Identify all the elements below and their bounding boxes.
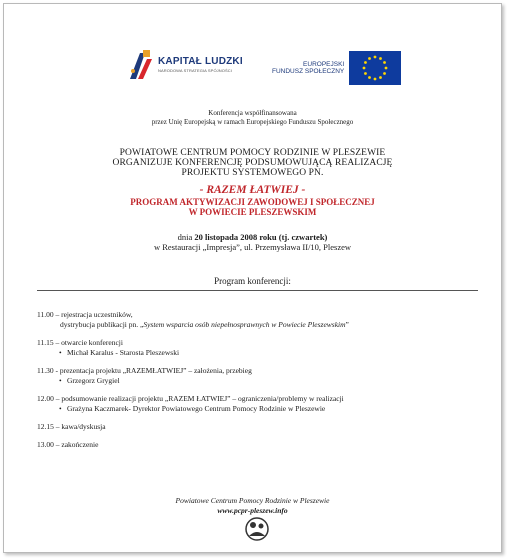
publication-suffix: ” [345, 320, 349, 329]
footer-website-link[interactable]: www.pcpr-pleszew.info [217, 506, 288, 515]
program-title-line2: W POWIECIE PLESZEWSKIM [188, 207, 317, 217]
agenda-item-text: 11.30 - prezentacja projektu „RAZEMŁATWIEJ” – założenia, przebieg [37, 366, 252, 375]
eu-star-icon [379, 76, 382, 79]
agenda-speaker: • Michał Karalus - Starosta Pleszewski [37, 348, 477, 358]
organizer-line2: ORGANIZUJE KONFERENCJĘ PODSUMOWUJĄCĄ REALIZACJĘ [112, 158, 393, 168]
project-slogan: - RAZEM ŁATWIEJ - [199, 184, 306, 196]
heading-divider [37, 290, 478, 291]
publication-title: System wsparcia osób niepełnosprawnych w Powiecie Pleszewskim [143, 320, 346, 329]
eu-star-icon [363, 67, 366, 70]
efs-logo [272, 51, 401, 85]
program-heading: Program konferencji: [214, 276, 291, 286]
pcpr-logo-icon [244, 516, 270, 542]
agenda-item-coffee [37, 422, 477, 432]
agenda-speaker: • Grażyna Kaczmarek- Dyrektor Powiatowego Centrum Pomocy Rodzinie w Pleszewie [37, 404, 477, 414]
agenda-item-registration [37, 310, 477, 330]
efs-line2: FUNDUSZ SPOŁECZNY [272, 68, 345, 75]
agenda-item-subtext [37, 320, 477, 330]
program-title-line1: PROGRAM AKTYWIZACJI ZAWODOWEJ I SPOŁECZNEJ [130, 197, 375, 207]
agenda-item-text: 12.00 – podsumowanie realizacji projektu „RAZEM ŁATWIEJ” – ograniczenia/problemy w realizacji [37, 394, 344, 403]
agenda-item-text: 11.15 – otwarcie konferencji [37, 338, 123, 347]
eu-star-icon [374, 56, 377, 59]
agenda-item-closing [37, 440, 477, 450]
cofinance-note [4, 109, 501, 127]
eu-star-icon [379, 57, 382, 60]
agenda-item-opening [37, 338, 477, 358]
organizer-line1: POWIATOWE CENTRUM POMOCY RODZINIE W PLESZEWIE [119, 148, 386, 158]
event-details [4, 232, 501, 252]
eu-star-icon [385, 67, 388, 70]
logo-bar [4, 49, 501, 89]
event-place: w Restauracji „Impresja”, ul. Przemysława II/10, Pleszew [153, 242, 352, 252]
kapital-ludzki-emblem-icon [128, 49, 154, 81]
agenda-list [37, 310, 477, 458]
document-page [3, 3, 502, 553]
cofinance-line2: przez Unię Europejską w ramach Europejskiego Funduszu Społecznego [151, 118, 354, 126]
eu-flag-icon [349, 51, 401, 85]
event-date-line [4, 232, 501, 242]
eu-star-icon [383, 72, 386, 75]
organizer-block [4, 148, 501, 178]
agenda-item-summary [37, 394, 477, 414]
efs-line1: EUROPEJSKI [303, 60, 345, 68]
event-date: 20 listopada 2008 roku (tj. czwartek) [194, 232, 328, 242]
cofinance-line1: Konferencja współfinansowana [208, 109, 297, 117]
eu-star-icon [374, 78, 377, 81]
eu-star-icon [364, 61, 367, 64]
organizer-line3: PROJEKTU SYSTEMOWEGO PN. [181, 168, 324, 178]
footer-organizer: Powiatowe Centrum Pomocy Rodzinie w Pleszewie [175, 496, 330, 505]
event-date-prefix: dnia [177, 232, 195, 242]
agenda-item-presentation [37, 366, 477, 386]
program-title [4, 197, 501, 217]
agenda-item-text: 13.00 – zakończenie [37, 440, 99, 449]
agenda-item-text: 11.00 – rejestracja uczestników, [37, 310, 133, 319]
kapital-ludzki-logo [128, 49, 243, 81]
agenda-item-text: 12.15 – kawa/dyskusja [37, 422, 106, 431]
publication-prefix: dystrybucja publikacji pn. „ [60, 320, 144, 329]
eu-star-icon [364, 72, 367, 75]
agenda-speaker: • Grzegorz Grygiel [37, 376, 477, 386]
eu-star-icon [368, 76, 371, 79]
eu-star-icon [383, 61, 386, 64]
kapital-ludzki-subtitle: NARODOWA STRATEGIA SPÓJNOŚCI [158, 68, 232, 73]
eu-star-icon [368, 57, 371, 60]
kapital-ludzki-title: KAPITAŁ LUDZKI [158, 56, 243, 67]
